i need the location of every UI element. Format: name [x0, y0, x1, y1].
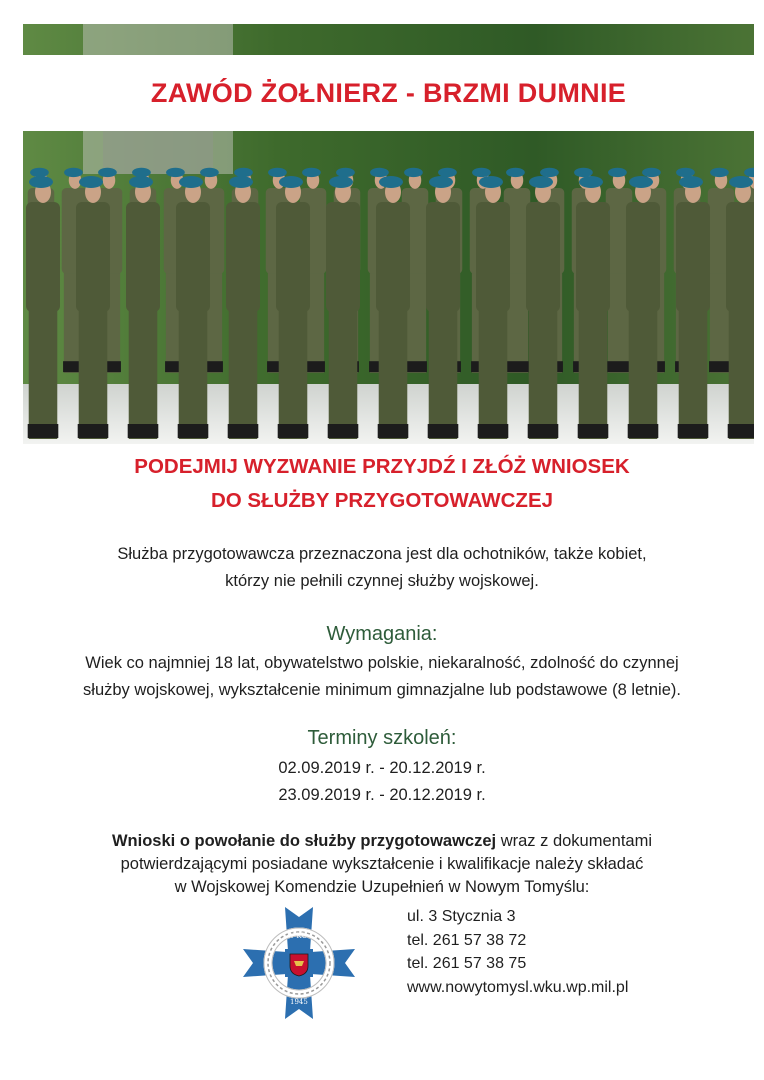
application-bold-text: Wnioski o powołanie do służby przygotowawczej — [111, 832, 497, 850]
soldier-figure — [676, 176, 710, 439]
soldier-figure — [76, 176, 110, 439]
training-date-1: 02.09.2019 r. - 20.12.2019 r. — [278, 759, 486, 777]
contact-info — [407, 905, 628, 999]
contact-website[interactable]: www.nowytomysl.wku.wp.mil.pl — [407, 978, 629, 996]
soldier-figure — [626, 176, 660, 439]
contact-phone-2: tel. 261 57 38 75 — [407, 955, 527, 972]
soldier-figure — [726, 176, 754, 439]
intro-text — [0, 541, 764, 595]
application-info — [0, 830, 764, 899]
requirements-line-1: Wiek co najmniej 18 lat, obywatelstwo polskie, niekaralność, zdolność do czynnej — [85, 654, 679, 672]
soldier-figure — [326, 176, 360, 439]
soldier-figure — [126, 176, 160, 439]
wku-cross-emblem-icon — [240, 904, 358, 1022]
headline-line-1: PODEJMIJ WYZWANIE PRZYJDŹ I ZŁÓŻ WNIOSEK — [134, 455, 630, 478]
soldier-figure — [576, 176, 610, 439]
soldier-figure — [26, 176, 60, 439]
soldier-figure — [526, 176, 560, 439]
title-band — [23, 55, 754, 131]
requirements-text — [0, 650, 764, 704]
headline — [0, 450, 764, 518]
training-heading: Terminy szkoleń: — [307, 727, 457, 749]
soldier-figure — [376, 176, 410, 439]
intro-line-1: Służba przygotowawcza przeznaczona jest dla ochotników, także kobiet, — [117, 545, 647, 563]
emblem-year: 1945 — [290, 998, 308, 1006]
requirements-heading: Wymagania: — [326, 623, 438, 645]
training-date-2: 23.09.2019 r. - 20.12.2019 r. — [278, 786, 486, 804]
soldier-figure — [476, 176, 510, 439]
training-dates — [0, 755, 764, 809]
application-line-1-rest: wraz z dokumentami — [496, 832, 652, 850]
soldier-figure — [426, 176, 460, 439]
application-line-2: potwierdzającymi posiadane wykształcenie i kwalifikacje należy składać — [120, 855, 644, 873]
requirements-line-2: służby wojskowej, wykształcenie minimum gimnazjalne lub podstawowe (8 letnie). — [83, 681, 681, 699]
contact-address: ul. 3 Stycznia 3 — [407, 908, 516, 925]
poster-title: ZAWÓD ŻOŁNIERZ - BRZMI DUMNIE — [150, 77, 627, 108]
contact-phone-1: tel. 261 57 38 72 — [407, 931, 527, 949]
soldier-figure — [226, 176, 260, 439]
headline-line-2: DO SŁUŻBY PRZYGOTOWAWCZEJ — [210, 489, 554, 512]
soldiers-photo — [23, 24, 754, 444]
soldier-figure — [276, 176, 310, 439]
emblem-top-text: W KU — [287, 932, 308, 940]
soldier-figure — [176, 176, 210, 439]
application-line-1 — [0, 830, 764, 853]
intro-line-2: którzy nie pełnili czynnej służby wojskowej. — [225, 572, 539, 590]
application-line-3: w Wojskowej Komendzie Uzupełnień w Nowym Tomyślu: — [174, 878, 590, 896]
